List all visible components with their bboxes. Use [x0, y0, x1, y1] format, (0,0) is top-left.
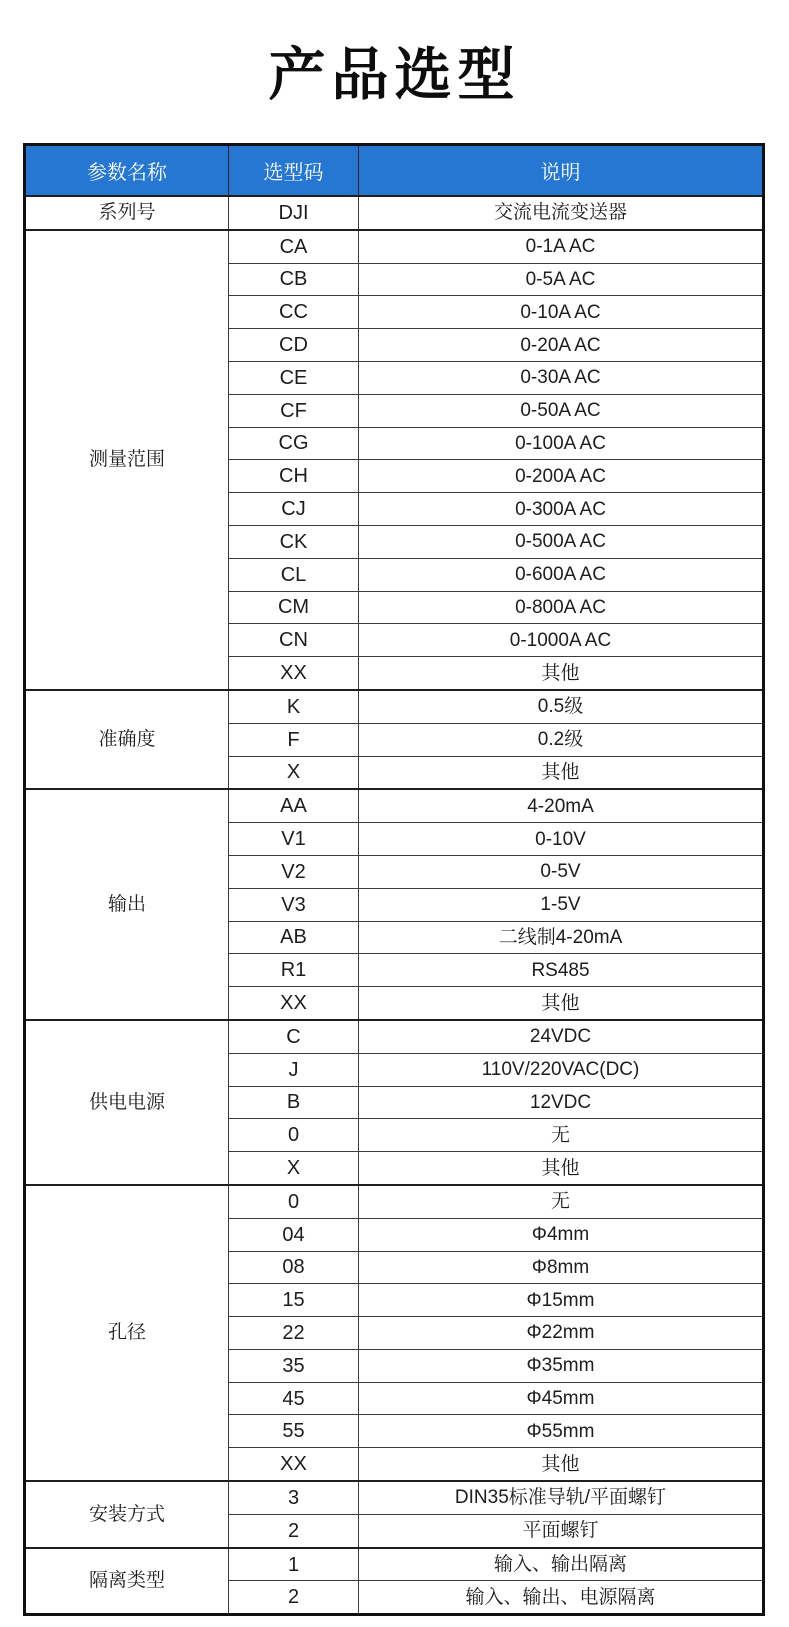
selection-code-cell: CF — [229, 394, 359, 427]
description-cell: 其他 — [359, 756, 764, 789]
selection-code-cell: V3 — [229, 888, 359, 921]
description-cell: 其他 — [359, 657, 764, 690]
param-name-cell: 输出 — [25, 789, 229, 1020]
selection-code-cell: B — [229, 1086, 359, 1119]
selection-code-cell: X — [229, 1152, 359, 1185]
description-cell: Φ45mm — [359, 1382, 764, 1415]
description-cell: 0-5A AC — [359, 263, 764, 296]
param-name-cell: 隔离类型 — [25, 1548, 229, 1615]
selection-code-cell: 04 — [229, 1218, 359, 1251]
description-cell: 交流电流变送器 — [359, 196, 764, 230]
description-cell: 0-600A AC — [359, 558, 764, 591]
selection-code-cell: F — [229, 723, 359, 756]
description-cell: 二线制4-20mA — [359, 921, 764, 954]
selection-table-body — [25, 196, 764, 1615]
description-cell: 输入、输出、电源隔离 — [359, 1581, 764, 1615]
selection-code-cell: CN — [229, 624, 359, 657]
selection-code-cell: 0 — [229, 1185, 359, 1218]
description-cell: Φ4mm — [359, 1218, 764, 1251]
table-row — [25, 196, 764, 230]
param-name-cell: 准确度 — [25, 690, 229, 789]
table-row — [25, 1481, 764, 1514]
description-cell: 0-500A AC — [359, 525, 764, 558]
selection-code-cell: DJI — [229, 196, 359, 230]
description-cell: 0-50A AC — [359, 394, 764, 427]
selection-code-cell: J — [229, 1053, 359, 1086]
description-cell: 1-5V — [359, 888, 764, 921]
description-cell: 无 — [359, 1119, 764, 1152]
selection-code-cell: 3 — [229, 1481, 359, 1514]
header-description: 说明 — [359, 145, 764, 197]
selection-code-cell: CA — [229, 230, 359, 263]
selection-code-cell: CE — [229, 361, 359, 394]
table-row — [25, 690, 764, 723]
selection-code-cell: CM — [229, 591, 359, 624]
description-cell: 24VDC — [359, 1020, 764, 1053]
description-cell: 其他 — [359, 987, 764, 1020]
description-cell: 110V/220VAC(DC) — [359, 1053, 764, 1086]
table-row — [25, 1020, 764, 1053]
param-name-cell: 供电电源 — [25, 1020, 229, 1185]
page-title: 产品选型 — [268, 43, 521, 107]
selection-code-cell: 2 — [229, 1514, 359, 1547]
description-cell: 0-10V — [359, 823, 764, 856]
description-cell: 0.5级 — [359, 690, 764, 723]
description-cell: 其他 — [359, 1448, 764, 1481]
selection-code-cell: CC — [229, 296, 359, 329]
selection-code-cell: V1 — [229, 823, 359, 856]
description-cell: Φ55mm — [359, 1415, 764, 1448]
product-selection-table — [23, 143, 765, 1616]
selection-code-cell: 08 — [229, 1251, 359, 1284]
param-name-cell: 安装方式 — [25, 1481, 229, 1548]
description-cell: 4-20mA — [359, 789, 764, 822]
description-cell: 其他 — [359, 1152, 764, 1185]
selection-code-cell: 0 — [229, 1119, 359, 1152]
selection-code-cell: 45 — [229, 1382, 359, 1415]
table-header — [25, 145, 764, 197]
selection-code-cell: XX — [229, 1448, 359, 1481]
selection-code-cell: 35 — [229, 1349, 359, 1382]
description-cell: DIN35标准导轨/平面螺钉 — [359, 1481, 764, 1514]
param-name-cell: 测量范围 — [25, 230, 229, 690]
selection-code-cell: AB — [229, 921, 359, 954]
description-cell: 0-20A AC — [359, 329, 764, 362]
description-cell: Φ8mm — [359, 1251, 764, 1284]
description-cell: 平面螺钉 — [359, 1514, 764, 1547]
selection-code-cell: R1 — [229, 954, 359, 987]
selection-code-cell: 22 — [229, 1317, 359, 1350]
selection-code-cell: X — [229, 756, 359, 789]
selection-code-cell: 55 — [229, 1415, 359, 1448]
table-row — [25, 1185, 764, 1218]
param-name-cell: 孔径 — [25, 1185, 229, 1481]
table-row — [25, 1548, 764, 1581]
description-cell: 0-10A AC — [359, 296, 764, 329]
description-cell: 输入、输出隔离 — [359, 1548, 764, 1581]
description-cell: 0-800A AC — [359, 591, 764, 624]
selection-code-cell: CH — [229, 460, 359, 493]
selection-code-cell: CK — [229, 525, 359, 558]
selection-code-cell: 2 — [229, 1581, 359, 1615]
description-cell: RS485 — [359, 954, 764, 987]
table-row — [25, 230, 764, 263]
selection-code-cell: XX — [229, 657, 359, 690]
selection-code-cell: CG — [229, 427, 359, 460]
header-param-name: 参数名称 — [25, 145, 229, 197]
description-cell: Φ15mm — [359, 1284, 764, 1317]
description-cell: 0-30A AC — [359, 361, 764, 394]
description-cell: 0-1A AC — [359, 230, 764, 263]
selection-code-cell: V2 — [229, 855, 359, 888]
description-cell: 12VDC — [359, 1086, 764, 1119]
description-cell: 0-300A AC — [359, 493, 764, 526]
selection-code-cell: CJ — [229, 493, 359, 526]
selection-code-cell: 1 — [229, 1548, 359, 1581]
table-row — [25, 789, 764, 822]
selection-code-cell: K — [229, 690, 359, 723]
selection-code-cell: AA — [229, 789, 359, 822]
description-cell: 0-5V — [359, 855, 764, 888]
selection-code-cell: 15 — [229, 1284, 359, 1317]
selection-code-cell: CB — [229, 263, 359, 296]
description-cell: 0-1000A AC — [359, 624, 764, 657]
selection-code-cell: C — [229, 1020, 359, 1053]
description-cell: 0-100A AC — [359, 427, 764, 460]
description-cell: Φ22mm — [359, 1317, 764, 1350]
description-cell: 0.2级 — [359, 723, 764, 756]
param-name-cell: 系列号 — [25, 196, 229, 230]
header-selection-code: 选型码 — [229, 145, 359, 197]
description-cell: Φ35mm — [359, 1349, 764, 1382]
description-cell: 0-200A AC — [359, 460, 764, 493]
selection-code-cell: CL — [229, 558, 359, 591]
header-row — [25, 145, 764, 197]
selection-code-cell: XX — [229, 987, 359, 1020]
description-cell: 无 — [359, 1185, 764, 1218]
selection-code-cell: CD — [229, 329, 359, 362]
